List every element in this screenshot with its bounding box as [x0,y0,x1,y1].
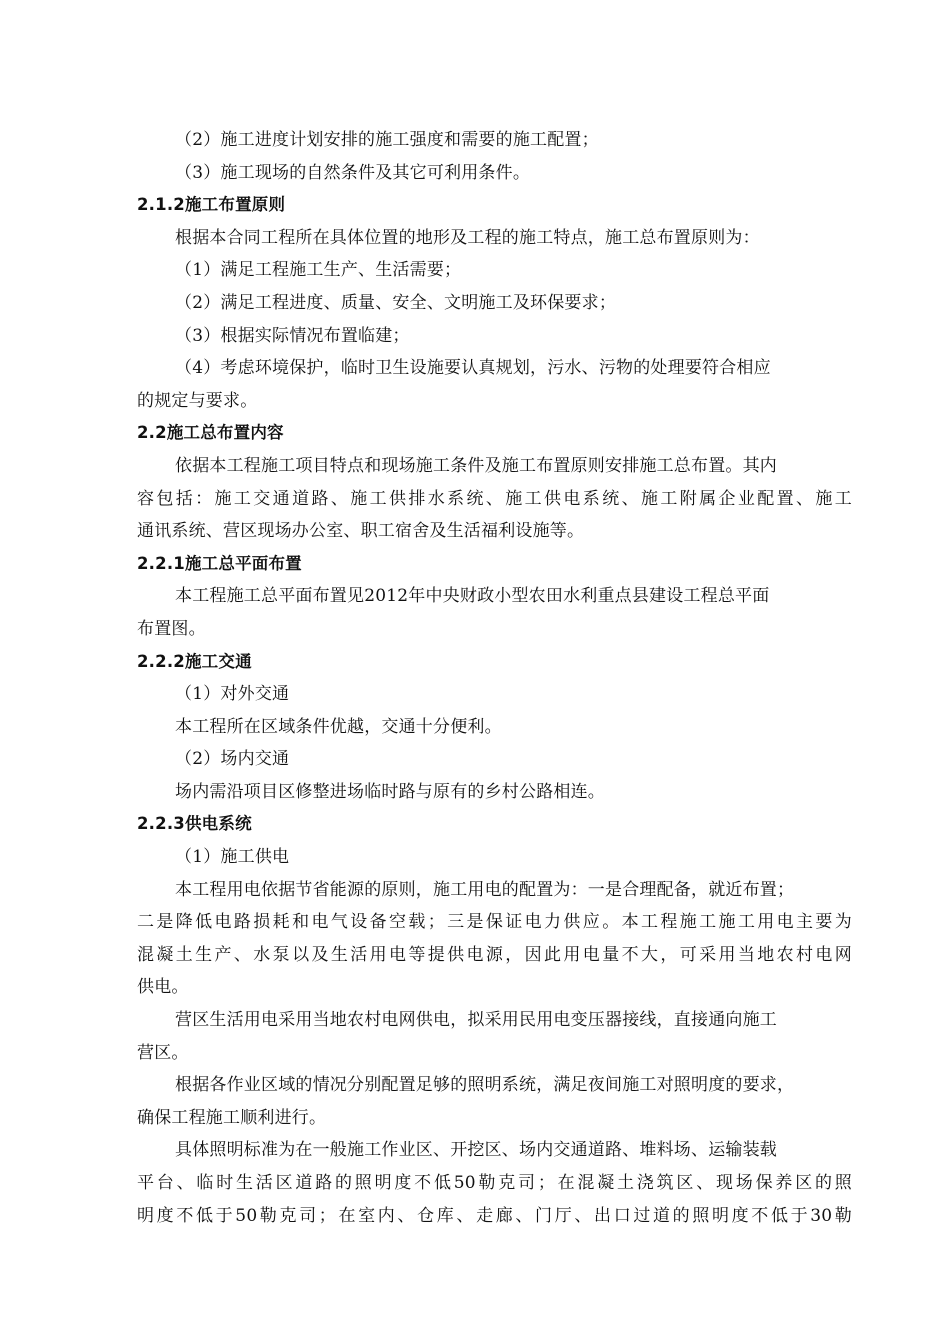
paragraph-line: 平台、临时生活区道路的照明度不低50勒克司；在混凝土浇筑区、现场保养区的照 [137,1173,852,1193]
paragraph-line: 本工程所在区域条件优越，交通十分便利。 [175,716,502,737]
paragraph-line: （4）考虑环境保护，临时卫生设施要认真规划，污水、污物的处理要符合相应 [175,358,771,379]
paragraph-line: 混凝土生产、水泵以及生活用电等提供电源，因此用电量不大，可采用当地农村电网 [137,944,852,965]
paragraph-line: 容包括：施工交通道路、施工供排水系统、施工供电系统、施工附属企业配置、施工 [137,488,852,509]
paragraph-line: 明度不低于50勒克司；在室内、仓库、走廊、门厅、出口过道的照明度不低于30勒 [137,1205,852,1226]
paragraph-line: 具体照明标准为在一般施工作业区、开挖区、场内交通道路、堆料场、运输装载 [175,1140,777,1161]
section-heading: 2.2.2施工交通 [137,651,252,671]
paragraph-line: （3）施工现场的自然条件及其它可利用条件。 [175,162,531,183]
paragraph-line: 本工程施工总平面布置见2012年中央财政小型农田水利重点县建设工程总平面 [175,586,770,607]
section-heading: 2.2.3供电系统 [137,814,252,834]
paragraph-line: 根据各作业区域的情况分别配置足够的照明系统，满足夜间施工对照明度的要求， [175,1075,795,1096]
section-heading: 2.1.2施工布置原则 [137,195,286,215]
paragraph-line: （1）对外交通 [175,684,290,705]
paragraph-line: 二是降低电路损耗和电气设备空载；三是保证电力供应。本工程施工施工用电主要为 [137,912,852,933]
document-page [137,124,857,1232]
paragraph-line: 营区。 [137,1042,189,1063]
paragraph-line: 通讯系统、营区现场办公室、职工宿舍及生活福利设施等。 [137,521,585,542]
paragraph-line: 营区生活用电采用当地农村电网供电，拟采用民用电变压器接线，直接通向施工 [175,1010,777,1031]
paragraph-line: （2）施工进度计划安排的施工强度和需要的施工配置； [175,130,599,150]
paragraph-line: （3）根据实际情况布置临建； [175,325,410,346]
paragraph-line: 布置图。 [137,618,206,639]
paragraph-line: 依据本工程施工项目特点和现场施工条件及施工布置原则安排施工总布置。其内 [175,455,777,476]
section-heading: 2.2施工总布置内容 [137,423,284,443]
paragraph-line: 供电。 [137,977,189,998]
section-heading: 2.2.1施工总平面布置 [137,553,302,573]
paragraph-line: 本工程用电依据节省能源的原则，施工用电的配置为：一是合理配备，就近布置； [175,879,795,900]
paragraph-line: 场内需沿项目区修整进场临时路与原有的乡村公路相连。 [175,781,605,802]
paragraph-line: 的规定与要求。 [137,390,258,411]
paragraph-line: （1）施工供电 [175,847,290,868]
paragraph-line: 根据本合同工程所在具体位置的地形及工程的施工特点，施工总布置原则为： [175,227,760,248]
paragraph-line: （2）场内交通 [175,749,290,770]
paragraph-line: 确保工程施工顺利进行。 [137,1107,327,1128]
paragraph-line: （1）满足工程施工生产、生活需要； [175,260,462,281]
paragraph-line: （2）满足工程进度、质量、安全、文明施工及环保要求； [175,292,617,313]
